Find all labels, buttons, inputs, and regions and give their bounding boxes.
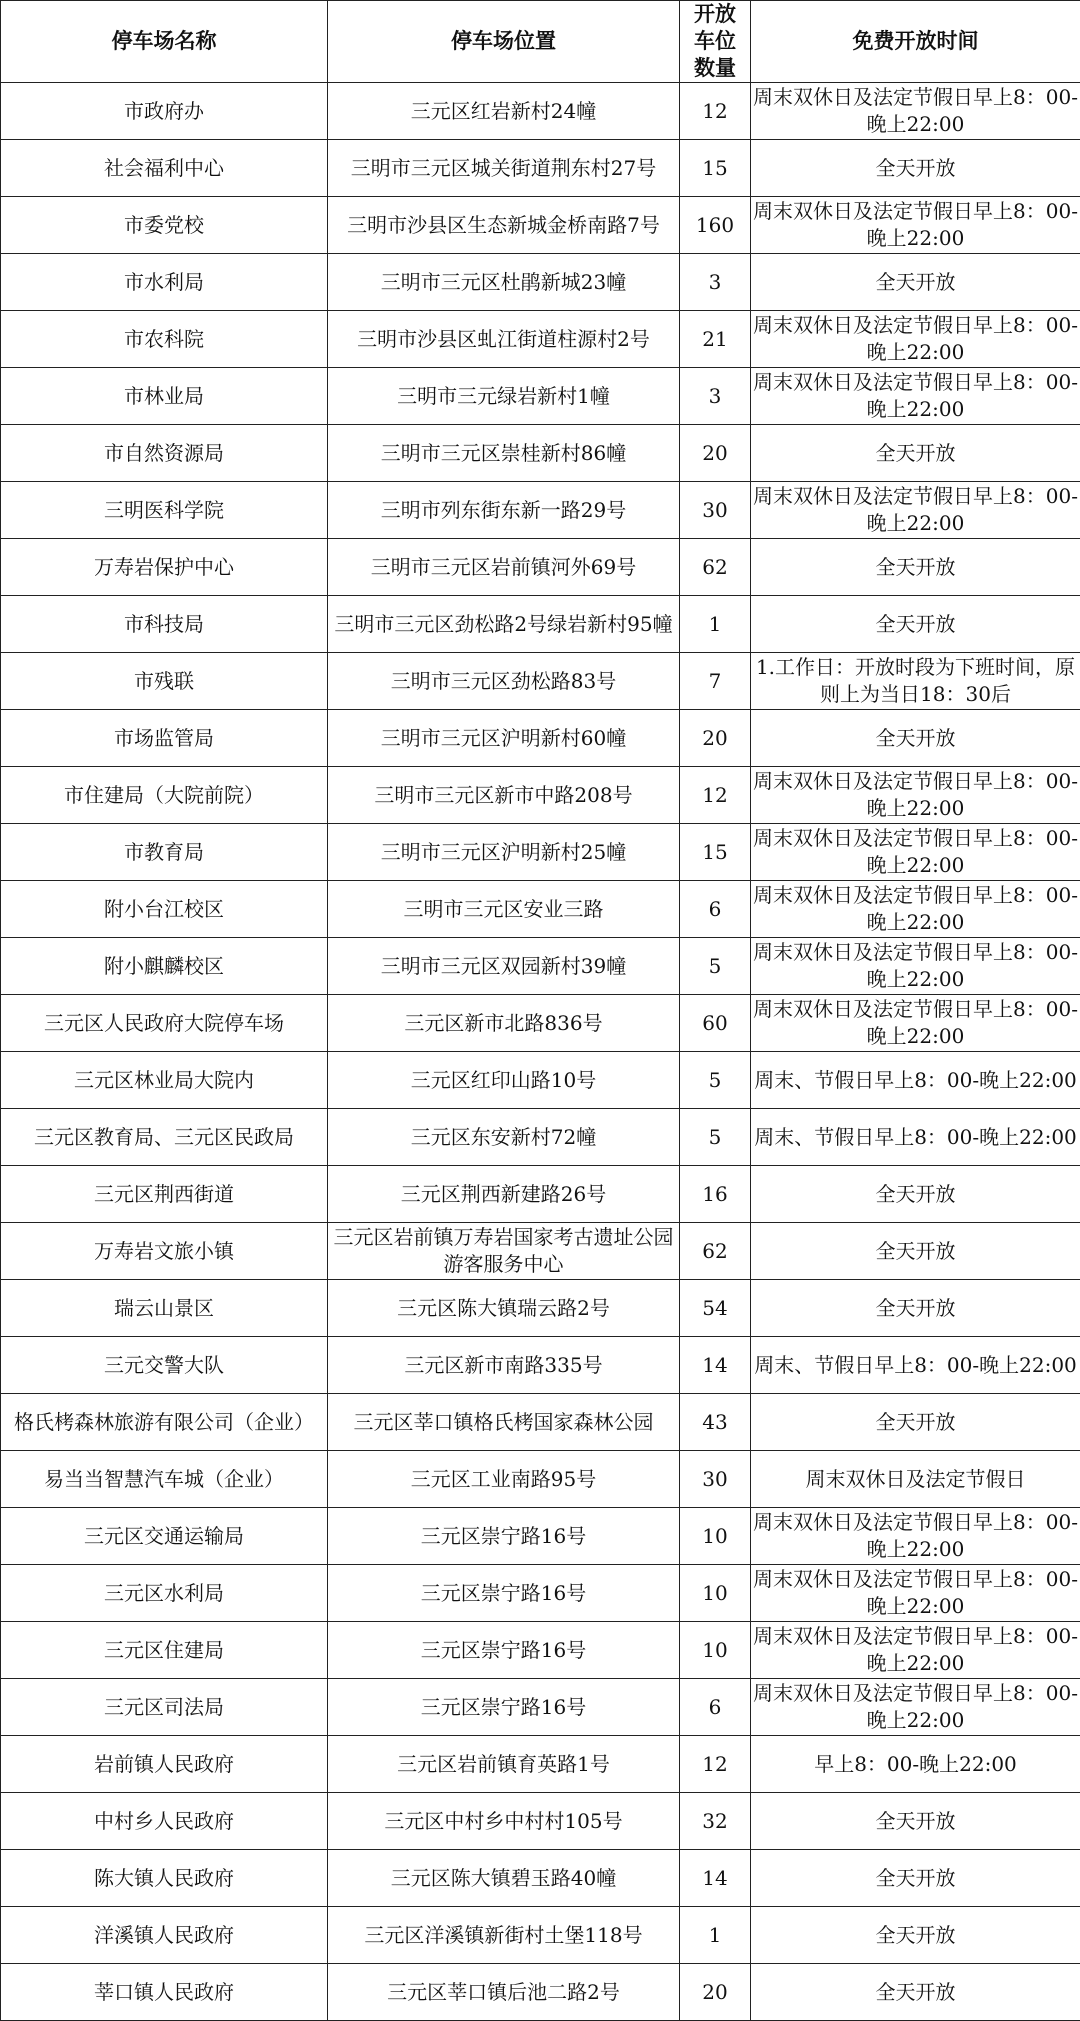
table-row [1,938,1080,995]
cell-name: 市科技局 [1,596,328,653]
table-row [1,1679,1080,1736]
cell-location: 三明市沙县区生态新城金桥南路7号 [328,197,680,254]
cell-count: 5 [680,938,751,995]
cell-location: 三明市列东街东新一路29号 [328,482,680,539]
table-row [1,425,1080,482]
cell-location: 三明市三元区双园新村39幢 [328,938,680,995]
cell-name: 市水利局 [1,254,328,311]
cell-count: 20 [680,425,751,482]
cell-name: 市自然资源局 [1,425,328,482]
cell-time: 周末双休日及法定节假日早上8：00-晚上22:00 [751,1508,1080,1565]
cell-name: 三元区住建局 [1,1622,328,1679]
cell-time: 全天开放 [751,1850,1080,1907]
cell-name: 社会福利中心 [1,140,328,197]
cell-count: 5 [680,1052,751,1109]
cell-location: 三元区崇宁路16号 [328,1508,680,1565]
cell-time: 周末双休日及法定节假日早上8：00-晚上22:00 [751,995,1080,1052]
cell-location: 三明市三元区沪明新村60幢 [328,710,680,767]
cell-location: 三明市三元区杜鹃新城23幢 [328,254,680,311]
cell-time: 全天开放 [751,596,1080,653]
cell-time: 周末双休日及法定节假日早上8：00-晚上22:00 [751,197,1080,254]
cell-count: 43 [680,1394,751,1451]
cell-location: 三明市三元绿岩新村1幢 [328,368,680,425]
cell-time: 周末、节假日早上8：00-晚上22:00 [751,1109,1080,1166]
cell-time: 周末双休日及法定节假日早上8：00-晚上22:00 [751,482,1080,539]
cell-name: 易当当智慧汽车城（企业） [1,1451,328,1508]
table-row [1,881,1080,938]
cell-count: 12 [680,767,751,824]
table-row [1,482,1080,539]
cell-time: 周末双休日及法定节假日早上8：00-晚上22:00 [751,767,1080,824]
cell-time: 周末、节假日早上8：00-晚上22:00 [751,1052,1080,1109]
cell-count: 30 [680,482,751,539]
cell-count: 1 [680,1907,751,1964]
cell-name: 附小麒麟校区 [1,938,328,995]
cell-count: 10 [680,1508,751,1565]
cell-name: 三元区荆西街道 [1,1166,328,1223]
cell-name: 市农科院 [1,311,328,368]
cell-location: 三元区新市北路836号 [328,995,680,1052]
cell-name: 三元区交通运输局 [1,1508,328,1565]
cell-count: 6 [680,1679,751,1736]
cell-location: 三明市三元区沪明新村25幢 [328,824,680,881]
cell-time: 周末双休日及法定节假日早上8：00-晚上22:00 [751,1679,1080,1736]
header-time: 免费开放时间 [751,1,1080,83]
header-name: 停车场名称 [1,1,328,83]
cell-count: 54 [680,1280,751,1337]
cell-count: 10 [680,1565,751,1622]
cell-location: 三元区莘口镇后池二路2号 [328,1964,680,2021]
cell-count: 30 [680,1451,751,1508]
cell-count: 15 [680,824,751,881]
table-row [1,1223,1080,1280]
cell-location: 三元区岩前镇育英路1号 [328,1736,680,1793]
table-row [1,710,1080,767]
cell-location: 三明市三元区安业三路 [328,881,680,938]
cell-time: 周末双休日及法定节假日早上8：00-晚上22:00 [751,881,1080,938]
cell-name: 三元区司法局 [1,1679,328,1736]
cell-name: 三元交警大队 [1,1337,328,1394]
cell-location: 三元区崇宁路16号 [328,1679,680,1736]
cell-count: 12 [680,1736,751,1793]
cell-name: 市残联 [1,653,328,710]
cell-name: 莘口镇人民政府 [1,1964,328,2021]
cell-time: 全天开放 [751,1166,1080,1223]
cell-location: 三明市沙县区虬江街道柱源村2号 [328,311,680,368]
cell-time: 周末双休日及法定节假日早上8：00-晚上22:00 [751,368,1080,425]
cell-location: 三明市三元区劲松路83号 [328,653,680,710]
table-row [1,596,1080,653]
cell-count: 20 [680,710,751,767]
table-row [1,1337,1080,1394]
cell-count: 62 [680,1223,751,1280]
cell-time: 全天开放 [751,1394,1080,1451]
table-row [1,197,1080,254]
cell-location: 三元区红印山路10号 [328,1052,680,1109]
cell-name: 市政府办 [1,83,328,140]
cell-location: 三元区红岩新村24幢 [328,83,680,140]
cell-location: 三明市三元区城关街道荆东村27号 [328,140,680,197]
header-row [1,1,1080,83]
cell-count: 12 [680,83,751,140]
cell-name: 三明医科学院 [1,482,328,539]
cell-count: 60 [680,995,751,1052]
cell-count: 10 [680,1622,751,1679]
cell-count: 21 [680,311,751,368]
cell-location: 三明市三元区新市中路208号 [328,767,680,824]
cell-count: 16 [680,1166,751,1223]
table-row [1,1907,1080,1964]
cell-name: 市林业局 [1,368,328,425]
cell-count: 3 [680,368,751,425]
table-row [1,1508,1080,1565]
table-row [1,311,1080,368]
cell-name: 三元区教育局、三元区民政局 [1,1109,328,1166]
table-row [1,1451,1080,1508]
cell-location: 三元区岩前镇万寿岩国家考古遗址公园游客服务中心 [328,1223,680,1280]
cell-count: 5 [680,1109,751,1166]
cell-location: 三元区荆西新建路26号 [328,1166,680,1223]
cell-time: 全天开放 [751,1223,1080,1280]
table-row [1,83,1080,140]
cell-location: 三元区崇宁路16号 [328,1622,680,1679]
table-row [1,767,1080,824]
cell-name: 洋溪镇人民政府 [1,1907,328,1964]
cell-time: 周末双休日及法定节假日早上8：00-晚上22:00 [751,1622,1080,1679]
cell-name: 陈大镇人民政府 [1,1850,328,1907]
cell-time: 周末双休日及法定节假日早上8：00-晚上22:00 [751,938,1080,995]
cell-count: 6 [680,881,751,938]
cell-time: 全天开放 [751,539,1080,596]
cell-time: 全天开放 [751,710,1080,767]
cell-count: 160 [680,197,751,254]
table-row [1,539,1080,596]
cell-location: 三元区陈大镇瑞云路2号 [328,1280,680,1337]
header-count: 开放车位数量 [680,1,751,83]
cell-time: 周末双休日及法定节假日早上8：00-晚上22:00 [751,311,1080,368]
cell-count: 20 [680,1964,751,2021]
table-row [1,1964,1080,2021]
table-row [1,1736,1080,1793]
cell-count: 1 [680,596,751,653]
table-row [1,368,1080,425]
cell-name: 万寿岩文旅小镇 [1,1223,328,1280]
cell-time: 全天开放 [751,254,1080,311]
cell-count: 15 [680,140,751,197]
table-row [1,653,1080,710]
cell-time: 周末双休日及法定节假日 [751,1451,1080,1508]
table-row [1,1394,1080,1451]
cell-name: 万寿岩保护中心 [1,539,328,596]
cell-name: 附小台江校区 [1,881,328,938]
cell-location: 三元区中村乡中村村105号 [328,1793,680,1850]
cell-location: 三元区新市南路335号 [328,1337,680,1394]
table-row [1,140,1080,197]
cell-time: 周末双休日及法定节假日早上8：00-晚上22:00 [751,824,1080,881]
cell-time: 早上8：00-晚上22:00 [751,1736,1080,1793]
cell-location: 三明市三元区劲松路2号绿岩新村95幢 [328,596,680,653]
cell-time: 全天开放 [751,140,1080,197]
cell-name: 市教育局 [1,824,328,881]
header-location: 停车场位置 [328,1,680,83]
cell-time: 全天开放 [751,425,1080,482]
cell-location: 三元区陈大镇碧玉路40幢 [328,1850,680,1907]
cell-location: 三元区工业南路95号 [328,1451,680,1508]
table-row [1,824,1080,881]
cell-time: 周末双休日及法定节假日早上8：00-晚上22:00 [751,1565,1080,1622]
cell-count: 14 [680,1850,751,1907]
cell-location: 三元区洋溪镇新街村土堡118号 [328,1907,680,1964]
cell-location: 三明市三元区岩前镇河外69号 [328,539,680,596]
table-row [1,1280,1080,1337]
cell-count: 14 [680,1337,751,1394]
cell-name: 三元区人民政府大院停车场 [1,995,328,1052]
table-row [1,1565,1080,1622]
cell-location: 三元区崇宁路16号 [328,1565,680,1622]
cell-time: 周末、节假日早上8：00-晚上22:00 [751,1337,1080,1394]
table-row [1,1166,1080,1223]
cell-location: 三明市三元区崇桂新村86幢 [328,425,680,482]
cell-count: 3 [680,254,751,311]
cell-time: 周末双休日及法定节假日早上8：00-晚上22:00 [751,83,1080,140]
cell-count: 32 [680,1793,751,1850]
cell-name: 三元区水利局 [1,1565,328,1622]
table-row [1,1622,1080,1679]
cell-name: 格氏栲森林旅游有限公司（企业） [1,1394,328,1451]
cell-name: 中村乡人民政府 [1,1793,328,1850]
table-row [1,1052,1080,1109]
cell-time: 全天开放 [751,1793,1080,1850]
cell-location: 三元区东安新村72幢 [328,1109,680,1166]
table-row [1,1109,1080,1166]
table-row [1,995,1080,1052]
cell-time: 全天开放 [751,1907,1080,1964]
table-row [1,1793,1080,1850]
cell-time: 1.工作日：开放时段为下班时间，原则上为当日18：30后 [751,653,1080,710]
cell-name: 三元区林业局大院内 [1,1052,328,1109]
table-row [1,1850,1080,1907]
cell-name: 市场监管局 [1,710,328,767]
cell-name: 市住建局（大院前院） [1,767,328,824]
cell-time: 全天开放 [751,1280,1080,1337]
cell-name: 市委党校 [1,197,328,254]
cell-location: 三元区莘口镇格氏栲国家森林公园 [328,1394,680,1451]
cell-time: 全天开放 [751,1964,1080,2021]
cell-count: 62 [680,539,751,596]
cell-name: 瑞云山景区 [1,1280,328,1337]
cell-name: 岩前镇人民政府 [1,1736,328,1793]
table-row [1,254,1080,311]
cell-count: 7 [680,653,751,710]
